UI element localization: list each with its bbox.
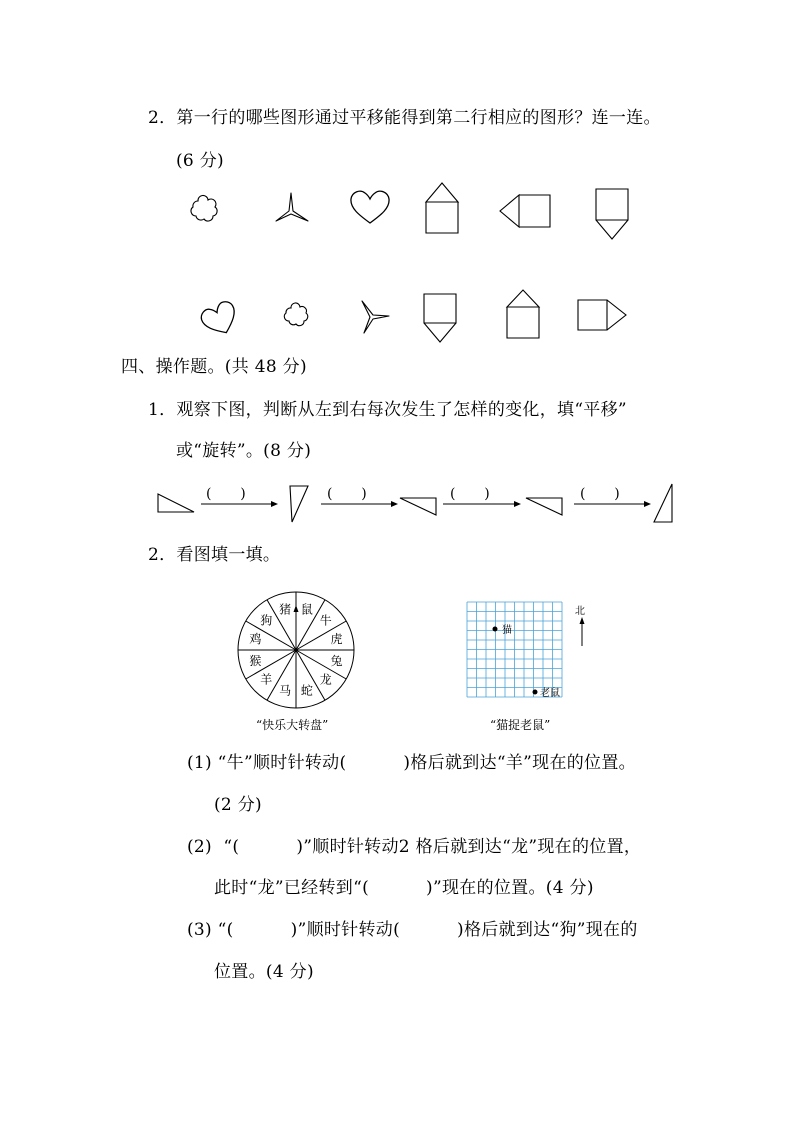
- triangle-2: [290, 486, 308, 522]
- op-1-line-2: 或“旋转”。(8 分): [176, 441, 312, 461]
- question-2-title: 2．第一行的哪些图形通过平移能得到第二行相应的图形？连一连。: [148, 108, 661, 128]
- wheel-caption: “快乐大转盘”: [256, 718, 329, 732]
- mouse-label: 老鼠: [540, 688, 560, 699]
- three-point-star-icon: [275, 192, 309, 224]
- triangle-4: [526, 498, 562, 515]
- three-point-star-rotated-icon: [358, 300, 390, 334]
- sub-question-2-line-1: (2) “( )”顺时针转动2 格后就到达“龙”现在的位置，: [187, 837, 642, 857]
- heart-tilted-icon: [201, 302, 239, 336]
- question-2-score: (6 分): [176, 151, 224, 171]
- wheel-animal-label: 虎: [330, 632, 343, 647]
- heart-icon: [349, 189, 391, 225]
- house-down-2-icon: [423, 293, 457, 343]
- wheel-animal-label: 蛇: [300, 683, 313, 698]
- op-1-line-1: 1．观察下图，判断从左到右每次发生了怎样的变化，填“平移”: [148, 400, 627, 420]
- sub-question-2-line-2: 此时“龙”已经转到“( )”现在的位置。(4 分): [214, 878, 594, 898]
- happy-wheel: [236, 590, 356, 710]
- wheel-animal-label: 牛: [319, 613, 332, 628]
- grid-caption: “猫捉老鼠”: [490, 718, 551, 732]
- sub-question-3-line-1: (3) “( )”顺时针转动( )格后就到达“狗”现在的: [187, 920, 638, 940]
- triangle-3: [400, 498, 436, 515]
- house-up-icon: [425, 182, 459, 234]
- arrow-2-blank[interactable]: ( ): [327, 486, 368, 502]
- wheel-animal-label: 猪: [279, 602, 292, 617]
- cat-label: 猫: [502, 625, 512, 636]
- cat-mouse-grid: [467, 602, 597, 702]
- wheel-animal-label: 鸡: [249, 632, 262, 647]
- op-2-title: 2．看图填一填。: [148, 545, 281, 565]
- arrow-3-blank[interactable]: ( ): [450, 486, 491, 502]
- flower-small-icon: [282, 303, 310, 329]
- sub-question-3-line-2: 位置。(4 分): [214, 962, 314, 982]
- arrow-1-blank[interactable]: ( ): [206, 486, 247, 502]
- north-label: 北: [575, 606, 585, 617]
- wheel-animal-label: 狗: [260, 613, 273, 628]
- wheel-animal-label: 马: [279, 683, 292, 698]
- triangle-5: [654, 484, 672, 522]
- sub-question-1-score: (2 分): [214, 795, 262, 815]
- wheel-animal-label: 兔: [330, 653, 343, 668]
- wheel-animal-label: 猴: [249, 653, 262, 668]
- wheel-animal-label: 龙: [319, 672, 332, 687]
- arrow-4-blank[interactable]: ( ): [580, 486, 621, 502]
- house-right-icon: [577, 299, 627, 331]
- house-up-2-icon: [506, 289, 540, 339]
- house-left-icon: [499, 194, 551, 228]
- wheel-animal-label: 羊: [260, 672, 273, 687]
- sub-question-1: (1) “牛”顺时针转动( )格后就到达“羊”现在的位置。: [187, 753, 636, 773]
- triangle-1: [158, 494, 194, 512]
- flower-icon: [188, 195, 220, 223]
- section-4-title: 四、操作题。(共 48 分): [121, 357, 307, 377]
- house-down-icon: [595, 188, 629, 240]
- wheel-animal-label: 鼠: [300, 602, 313, 617]
